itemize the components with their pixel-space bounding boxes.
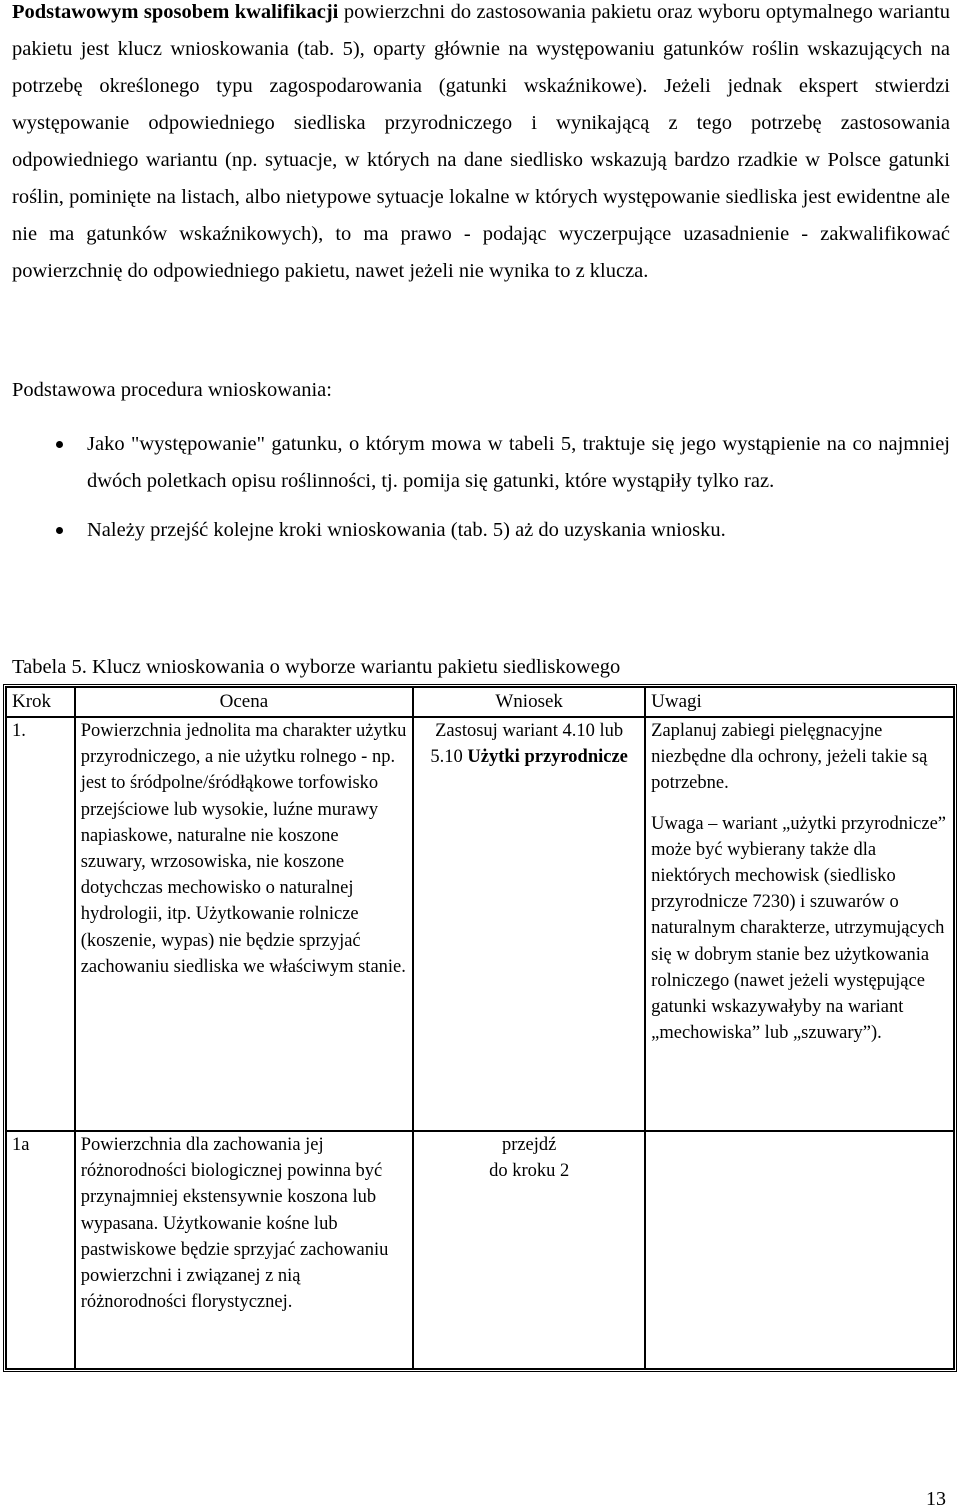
list-item-text: Jako "występowanie" gatunku, o którym mowa w tabeli 5, traktuje się jego wystąpienie na co najmniej dwóch poletkach opisu roślinności, tj. pomija się gatunki, które wystąpiły tylko raz. <box>87 433 950 492</box>
wniosek-variant: Użytki przyrodnicze <box>467 747 628 768</box>
cell-uwagi <box>645 1131 954 1369</box>
inference-key-table <box>3 684 957 1372</box>
wniosek-text: Zastosuj wariant 4.10 lub 5.10 <box>430 721 624 768</box>
list-item <box>12 426 950 500</box>
intro-text: powierzchni do zastosowania pakietu oraz wyboru optymalnego wariantu pakietu jest klucz wnioskowania (tab. 5), oparty głównie na występowaniu gatunków roślin wskazujących na potrzebę określonego typu zagospodarowania (gatunki wskaźnikowe). Jeżeli jednak ekspert stwierdzi występowanie odpowiedniego siedliska przyrodniczego i wynikającą z tego potrzebę zastosowania odpowiedniego wariantu (np. sytuacje, w których na dane siedlisko wskazują bardzo rzadkie w Polsce gatunki roślin, pominięte na listach, albo nietypowe sytuacje lokalne w których występowanie siedliska jest ewidentne ale nie ma gatunków wskaźnikowych), to ma prawo - podając wyczerpujące uzasadnienie - zakwalifikować powierzchnię do odpowiedniego pakietu, nawet jeżeli nie wynika to z klucza. <box>12 1 950 282</box>
cell-krok: 1. <box>6 717 75 1131</box>
header-wniosek: Wniosek <box>413 687 645 717</box>
cell-krok: 1a <box>6 1131 75 1369</box>
intro-bold-lead: Podstawowym sposobem kwalifikacji <box>12 1 339 23</box>
bullet-icon <box>56 527 63 534</box>
procedure-heading: Podstawowa procedura wnioskowania: <box>12 379 332 401</box>
list-item-text: Należy przejść kolejne kroki wnioskowania (tab. 5) aż do uzyskania wniosku. <box>87 519 726 541</box>
cell-ocena: Powierzchnia dla zachowania jej różnorodności biologicznej powinna być przynajmniej ekstensywnie koszona lub wypasana. Użytkowanie kośne lub pastwiskowe będzie sprzyjać zachowaniu powierzchni i związanej z nią różnorodności florystycznej. <box>75 1131 413 1369</box>
cell-uwagi <box>645 717 954 1131</box>
uwagi-warning: Uwaga – wariant „użytki przyrodnicze” może być wybierany także dla niektórych mechowisk (siedlisko przyrodnicze 7230) i szuwarów o naturalnym charakterze, utrzymujących się w dobrym stanie bez użytkowania rolniczego (nawet jeżeli występujące gatunki wskazywałyby na wariant „mechowiska” lub „szuwary”). <box>651 813 946 1044</box>
uwagi-note: Zaplanuj zabiegi pielęgnacyjne niezbędne dla ochrony, jeżeli takie są potrzebne. <box>651 721 928 794</box>
table-caption: Tabela 5. Klucz wnioskowania o wyborze wariantu pakietu siedliskowego <box>12 656 621 678</box>
cell-wniosek <box>413 1131 645 1369</box>
page-number: 13 <box>926 1488 946 1510</box>
cell-wniosek <box>413 717 645 1131</box>
header-uwagi: Uwagi <box>645 687 954 717</box>
list-item <box>12 512 950 549</box>
header-krok: Krok <box>6 687 75 717</box>
cell-ocena: Powierzchnia jednolita ma charakter użytku przyrodniczego, a nie użytku rolnego - np. jest to śródpolne/śródłąkowe torfowisko przejściowe lub wysokie, luźne murawy napiaskowe, naturalne nie koszone szuwary, wrzosowiska, nie koszone dotychczas mechowisko o naturalnej hydrologii, itp. Użytkowanie rolnicze (koszenie, wypas) nie będzie sprzyjać zachowaniu siedliska we właściwym stanie. <box>75 717 413 1131</box>
table-row <box>6 1131 954 1369</box>
wniosek-line: do kroku 2 <box>489 1161 570 1182</box>
procedure-list <box>12 426 950 549</box>
table-header-row <box>6 687 954 717</box>
intro-paragraph <box>12 0 950 290</box>
table-row <box>6 717 954 1131</box>
wniosek-line: przejdź <box>501 1135 557 1155</box>
header-ocena: Ocena <box>75 687 413 717</box>
bullet-icon <box>56 441 63 448</box>
